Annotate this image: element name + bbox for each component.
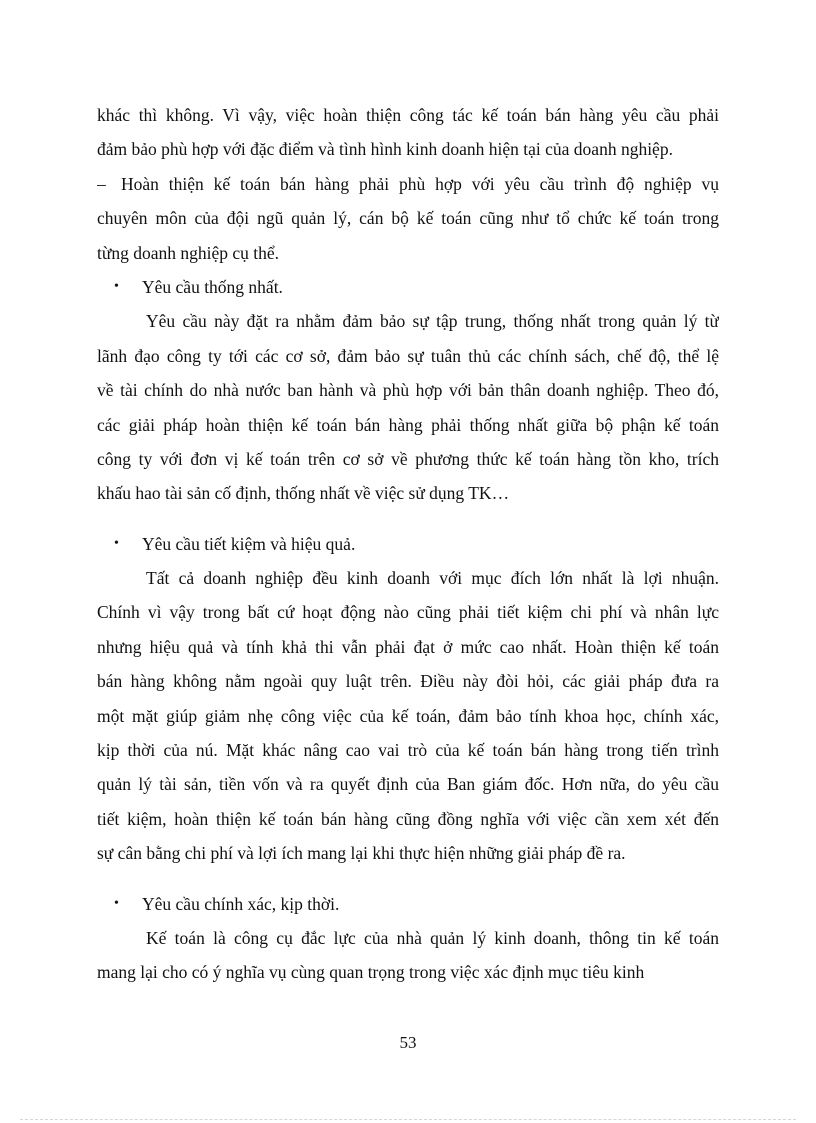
- page-number: 53: [399, 1033, 417, 1052]
- body-line: quản lý tài sản, tiền vốn và ra quyết định của Ban giám đốc. Hơn nữa, do yêu cầu: [97, 774, 719, 795]
- body-line: tiết kiệm, hoàn thiện kế toán bán hàng cũng đồng nghĩa với việc cần xem xét đến: [97, 808, 719, 829]
- bullet-marker: •: [114, 278, 119, 294]
- paragraph-gap: [97, 871, 719, 887]
- body-line: một mặt giúp giảm nhẹ công việc của kế toán, đảm bảo tính khoa học, chính xác,: [97, 705, 719, 726]
- bullet-marker: •: [114, 895, 119, 911]
- bullet-heading: [97, 527, 719, 561]
- body-line: về tài chính do nhà nước ban hành và phù hợp với bản thân doanh nghiệp. Theo đó,: [97, 380, 719, 401]
- bullet-marker: •: [114, 535, 119, 551]
- body-line: đảm bảo phù hợp với đặc điểm và tình hình kinh doanh hiện tại của doanh nghiệp.: [97, 139, 673, 160]
- bullet-heading: [97, 270, 719, 304]
- bullet-heading: [97, 887, 719, 921]
- body-line: Yêu cầu này đặt ra nhằm đảm bảo sự tập trung, thống nhất trong quản lý từ: [146, 311, 719, 332]
- bullet-heading-text: Yêu cầu chính xác, kịp thời.: [142, 893, 340, 914]
- body-line: từng doanh nghiệp cụ thể.: [97, 242, 280, 263]
- body-line: nhưng hiệu quả và tính khả thi vẫn phải đạt ở mức cao nhất. Hoàn thiện kế toán: [97, 636, 719, 657]
- page-bottom-divider: [20, 1119, 796, 1120]
- body-line: lãnh đạo công ty tới các cơ sở, đảm bảo sự tuân thủ các chính sách, chế độ, thể lệ: [97, 345, 719, 366]
- dash-marker: –: [97, 173, 106, 194]
- bullet-heading-text: Yêu cầu tiết kiệm và hiệu quả.: [142, 533, 356, 554]
- dash-item-text: Hoàn thiện kế toán bán hàng phải phù hợp với yêu cầu trình độ nghiệp vụ: [121, 173, 719, 194]
- body-line: kịp thời của nú. Mặt khác nâng cao vai trò của kế toán bán hàng trong tiến trình: [97, 740, 719, 761]
- body-line: khác thì không. Vì vậy, việc hoàn thiện công tác kế toán bán hàng yêu cầu phải: [97, 105, 719, 125]
- body-line: bán hàng không nằm ngoài quy luật trên. Điều này đòi hỏi, các giải pháp đưa ra: [97, 671, 719, 692]
- paragraph-gap: [97, 511, 719, 527]
- body-line: Tất cả doanh nghiệp đều kinh doanh với mục đích lớn nhất là lợi nhuận.: [146, 568, 719, 589]
- body-line: các giải pháp hoàn thiện kế toán bán hàng phải thống nhất giữa bộ phận kế toán: [97, 414, 719, 435]
- body-line: công ty với đơn vị kế toán trên cơ sở về phương thức kế toán hàng tồn kho, trích: [97, 448, 719, 469]
- body-line: Chính vì vậy trong bất cứ hoạt động nào cũng phải tiết kiệm chi phí và nhân lực: [97, 602, 719, 623]
- body-line: khấu hao tài sản cố định, thống nhất về việc sử dụng TK…: [97, 483, 510, 504]
- body-line: sự cân bằng chi phí và lợi ích mang lại khi thực hiện những giải pháp đề ra.: [97, 843, 626, 864]
- page-body: [97, 98, 719, 990]
- body-line: Kế toán là công cụ đắc lực của nhà quản lý kinh doanh, thông tin kế toán: [146, 927, 719, 948]
- bullet-heading-text: Yêu cầu thống nhất.: [142, 276, 283, 297]
- dash-item-line: [97, 167, 719, 201]
- body-line: mang lại cho có ý nghĩa vụ cùng quan trọng trong việc xác định mục tiêu kinh: [97, 962, 645, 983]
- body-line: chuyên môn của đội ngũ quản lý, cán bộ kế toán cũng như tổ chức kế toán trong: [97, 208, 719, 229]
